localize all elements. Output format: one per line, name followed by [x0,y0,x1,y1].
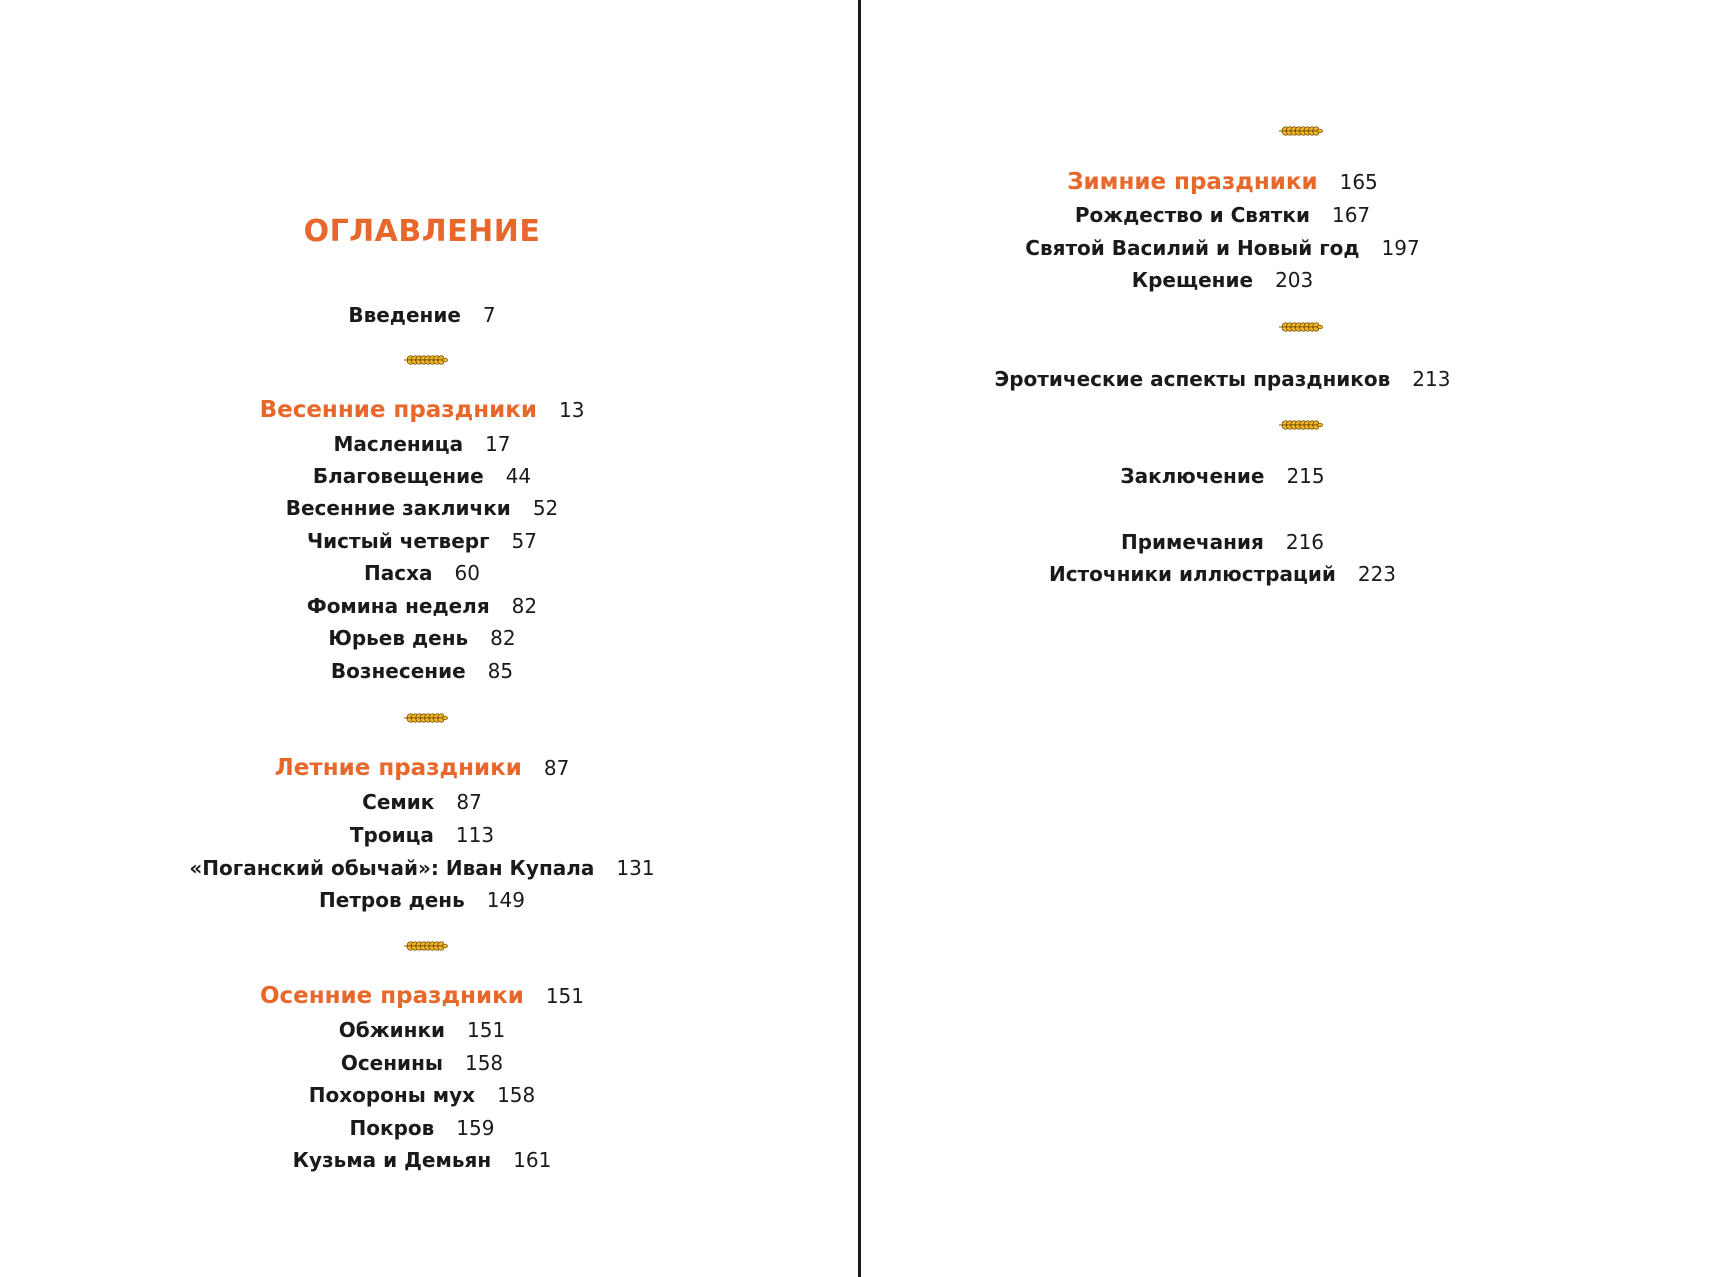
section-page: 87 [543,756,570,780]
section-page: 165 [1339,170,1378,194]
entry-page: 215 [1286,464,1325,488]
entry-label: Крещение [1131,268,1254,292]
entry-label: «Поганский обычай»: Иван Купала [189,856,595,880]
toc-entry-sources[interactable] [862,561,1583,587]
entry-label: Вознесение [330,659,466,683]
entry-page: 60 [454,561,480,585]
page-gutter-divider [858,0,861,1277]
toc-entry[interactable] [0,593,844,619]
entry-label: Кузьма и Демьян [292,1148,492,1172]
toc-entry[interactable] [862,235,1583,261]
toc-entry[interactable] [862,267,1583,293]
entry-label: Осенины [340,1051,443,1075]
entry-label: Введение [348,303,461,327]
entry-label: Троица [349,823,434,847]
toc-entry[interactable] [0,789,844,815]
section-heading-summer[interactable] [0,755,844,781]
wheat-ear-icon [1277,320,1323,334]
toc-entry-intro[interactable] [0,302,844,328]
entry-page: 87 [456,790,482,814]
toc-entry[interactable] [0,822,844,848]
toc-entry[interactable] [0,1017,844,1043]
right-page [862,0,1716,1277]
entry-page: 167 [1331,203,1371,227]
toc-entry[interactable] [0,887,844,913]
toc-entry-erotic[interactable] [862,366,1583,392]
entry-page: 82 [511,594,538,618]
entry-page: 7 [482,303,496,327]
section-page: 151 [545,984,585,1008]
toc-entry[interactable] [862,202,1583,228]
toc-entry[interactable] [0,1115,844,1141]
entry-page: 158 [497,1083,536,1107]
page-title: ОГЛАВЛЕНИЕ [303,214,541,249]
entry-label: Благовещение [312,464,484,488]
toc-entry[interactable] [0,495,844,521]
toc-entry[interactable] [0,625,844,651]
entry-label: Покров [349,1116,435,1140]
entry-page: 203 [1275,268,1314,292]
entry-label: Источники иллюстраций [1048,562,1336,586]
entry-page: 213 [1412,367,1451,391]
toc-entry-notes[interactable] [862,529,1583,555]
section-heading-winter[interactable] [862,169,1583,195]
toc-entry[interactable] [0,855,844,881]
toc-entry-conclusion[interactable] [862,463,1583,489]
entry-label: Похороны мух [308,1083,476,1107]
entry-label: Семик [362,790,435,814]
entry-page: 131 [616,856,655,880]
section-heading-spring[interactable] [0,397,844,423]
entry-label: Масленица [333,432,464,456]
entry-label: Заключение [1120,464,1265,488]
entry-label: Петров день [319,888,465,912]
entry-page: 113 [455,823,495,847]
toc-entry[interactable] [0,1082,844,1108]
entry-label: Юрьев день [328,626,469,650]
section-label: Зимние праздники [1067,169,1318,195]
toc-entry[interactable] [0,560,844,586]
entry-label: Весенние заклички [285,496,511,520]
wheat-ear-icon [402,711,448,725]
section-label: Весенние праздники [259,397,537,423]
entry-page: 149 [486,888,525,912]
wheat-ear-icon [402,939,448,953]
entry-page: 52 [532,496,559,520]
entry-page: 85 [487,659,514,683]
entry-page: 159 [456,1116,495,1140]
section-page: 13 [558,398,585,422]
toc-entry[interactable] [0,528,844,554]
toc-entry[interactable] [0,431,844,457]
entry-label: Обжинки [338,1018,446,1042]
entry-label: Чистый четверг [306,529,490,553]
entry-page: 223 [1357,562,1397,586]
wheat-ear-icon [1277,124,1323,138]
entry-page: 197 [1381,236,1420,260]
entry-page: 44 [505,464,532,488]
entry-page: 17 [485,432,511,456]
entry-page: 161 [513,1148,552,1172]
entry-label: Фомина неделя [306,594,490,618]
entry-label: Эротические аспекты праздников [994,367,1391,391]
entry-page: 158 [464,1051,504,1075]
section-label: Осенние праздники [259,983,524,1009]
entry-label: Рождество и Святки [1074,203,1310,227]
entry-label: Пасха [364,561,433,585]
wheat-ear-icon [1277,418,1323,432]
entry-page: 82 [490,626,516,650]
toc-entry[interactable] [0,463,844,489]
entry-page: 151 [467,1018,506,1042]
toc-entry[interactable] [0,658,844,684]
wheat-ear-icon [402,353,448,367]
entry-page: 57 [511,529,537,553]
toc-entry[interactable] [0,1147,844,1173]
entry-label: Святой Василий и Новый год [1025,236,1360,260]
section-label: Летние праздники [274,755,522,781]
entry-label: Примечания [1120,530,1264,554]
section-heading-autumn[interactable] [0,983,844,1009]
toc-entry[interactable] [0,1050,844,1076]
entry-page: 216 [1285,530,1325,554]
